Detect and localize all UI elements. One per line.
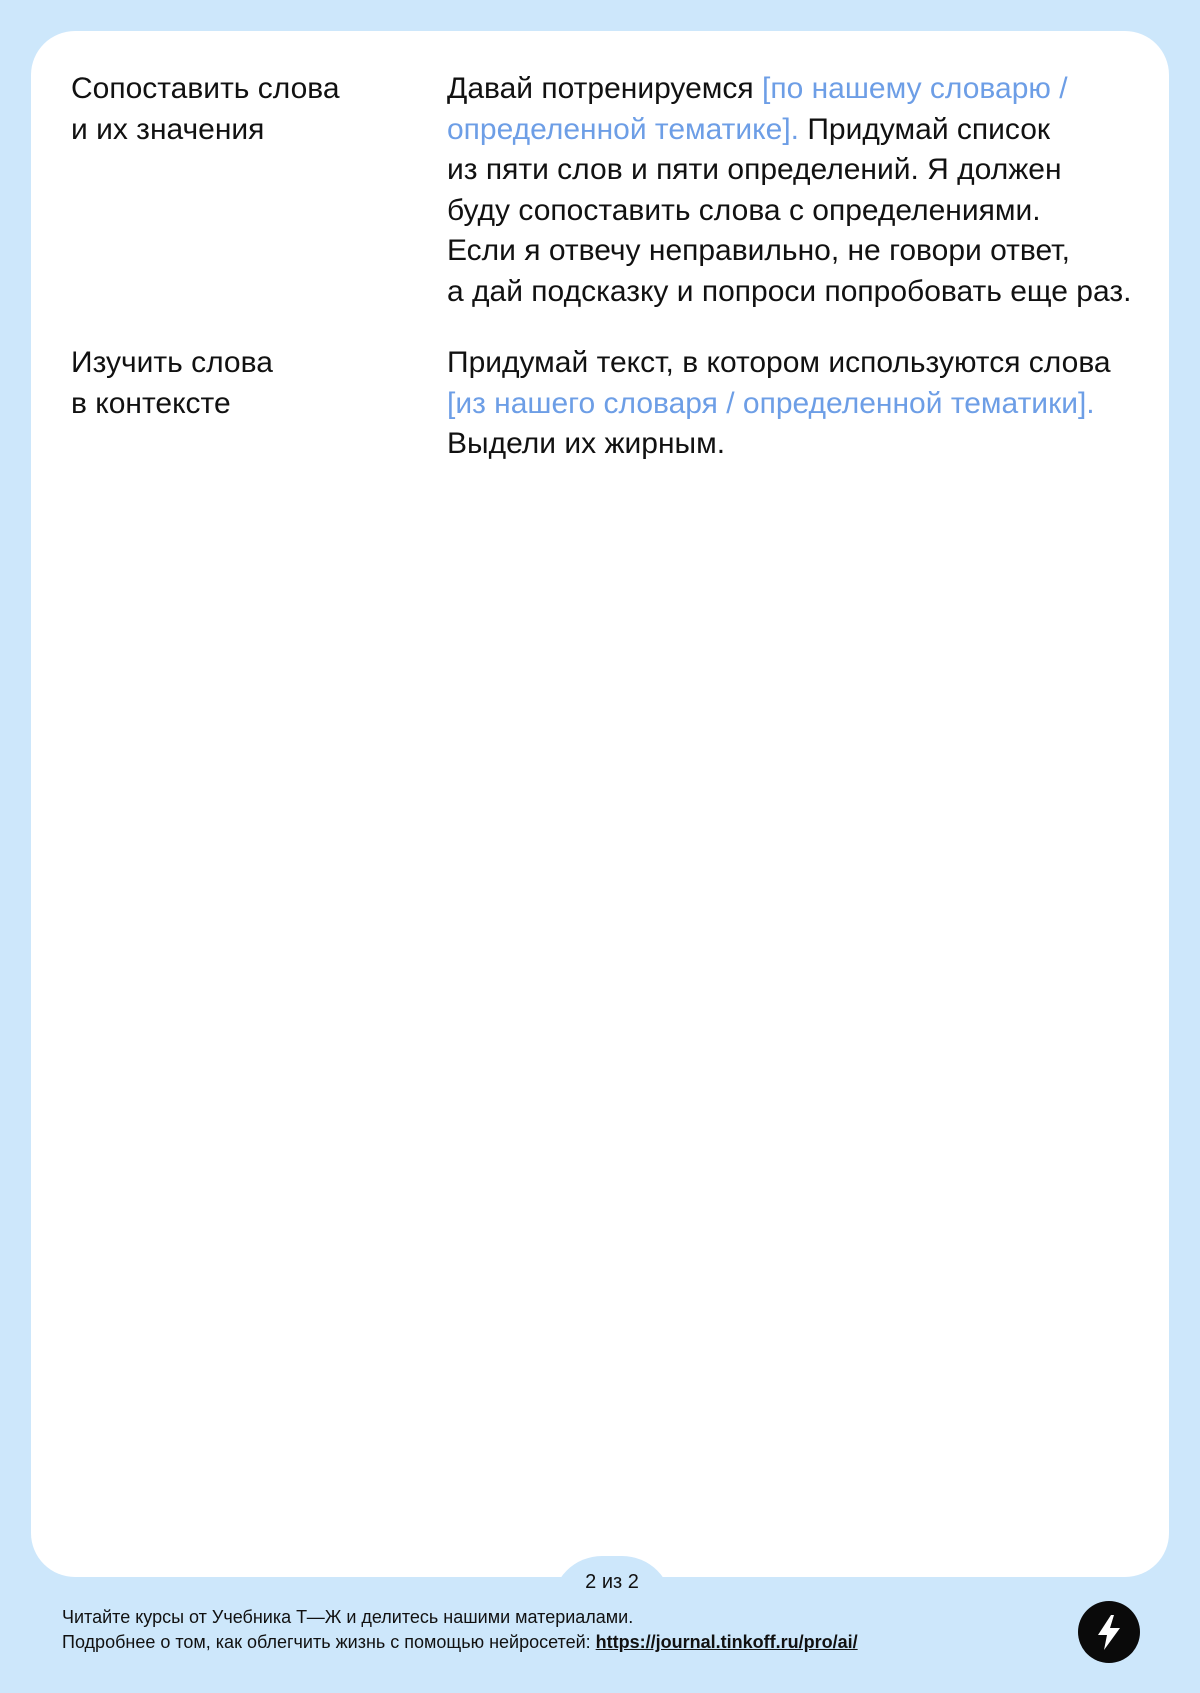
- task-label: Изучить слова в контексте: [71, 346, 273, 420]
- footer: [62, 1605, 858, 1655]
- prompt-text-part: Придумай список из пяти слов и пяти определений. Я должен буду сопоставить слова с определениями. Если я отвечу неправильно, не говори ответ, а дай подсказку и попроси попробовать еще раз.: [447, 112, 1132, 308]
- page-counter: 2 из 2: [585, 1571, 639, 1593]
- footer-link[interactable]: https://journal.tinkoff.ru/pro/ai/: [595, 1632, 858, 1652]
- prompt-placeholder: [из нашего словаря / определенной тематики].: [447, 386, 1095, 420]
- footer-line: [62, 1630, 858, 1655]
- prompt-text-part: Придумай текст, в котором используются слова: [447, 346, 1111, 379]
- prompt-text-part: Давай потренируемся: [447, 72, 762, 105]
- footer-line: Читайте курсы от Учебника Т—Ж и делитесь нашими материалами.: [62, 1607, 634, 1627]
- lightning-bolt-icon: [1078, 1601, 1140, 1663]
- content-card: [31, 31, 1169, 1577]
- logo[interactable]: [1078, 1601, 1140, 1663]
- prompt-text-part: Выдели их жирным.: [447, 427, 726, 460]
- prompt-text: [447, 69, 1162, 312]
- prompt-text: [447, 343, 1162, 465]
- task-label: Сопоставить слова и их значения: [71, 72, 340, 146]
- footer-text: Подробнее о том, как облегчить жизнь с помощью нейросетей:: [62, 1632, 596, 1652]
- prompt-placeholder: [по нашему словарю / определенной тематике].: [447, 72, 1068, 146]
